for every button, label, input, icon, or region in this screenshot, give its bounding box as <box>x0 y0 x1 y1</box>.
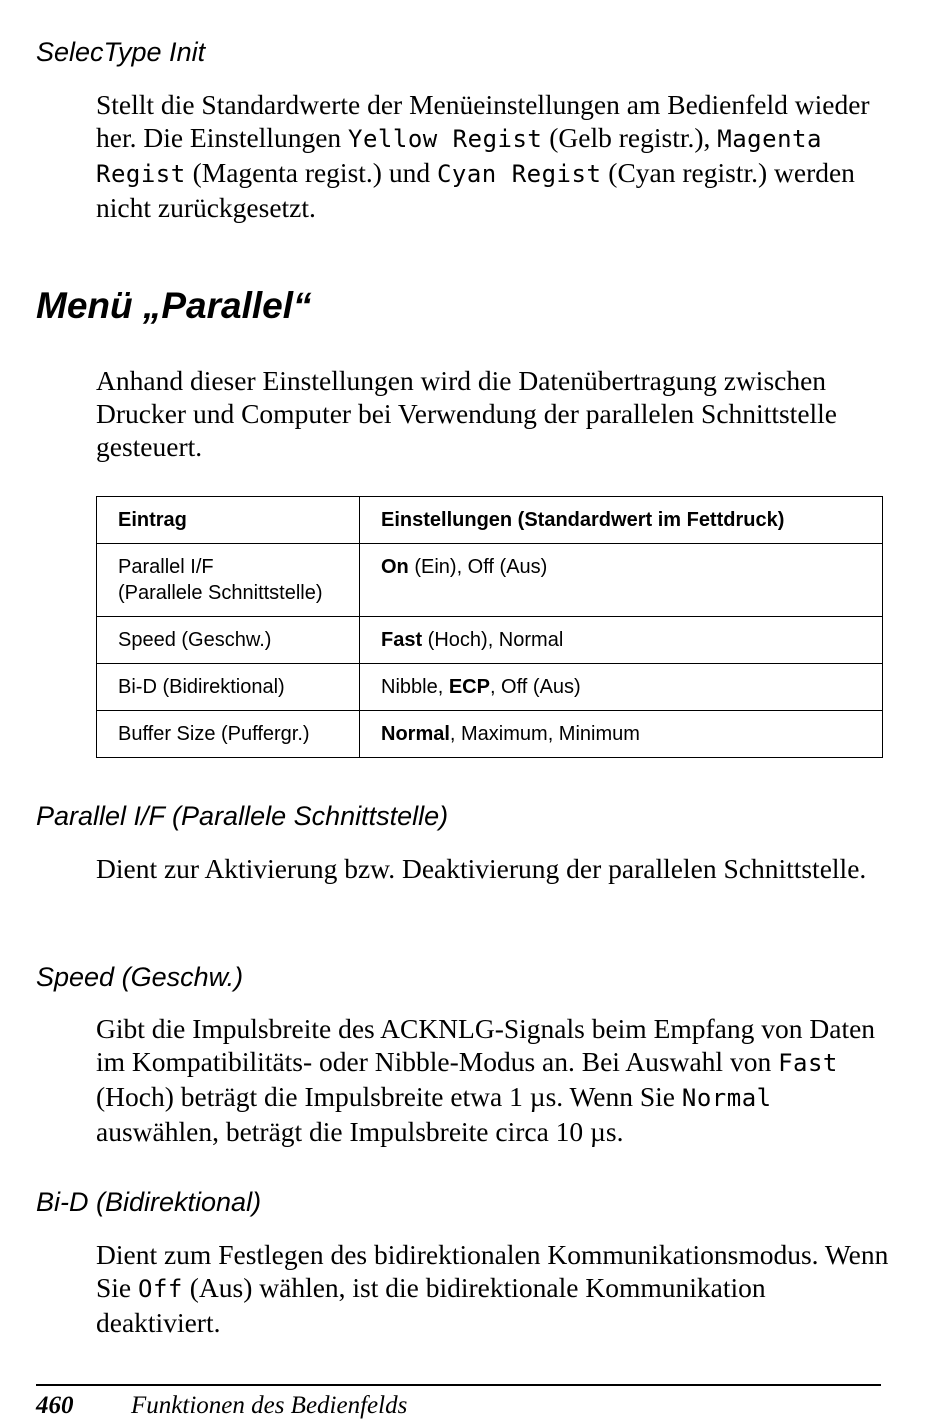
text-run: Dient zum Festlegen des bidirektionalen Kommunikationsmodus. Wenn Sie <box>96 1239 889 1303</box>
text-run: (Hoch) beträgt die Impulsbreite etwa 1 µs. Wenn Sie <box>96 1081 682 1112</box>
settings-text: Nibble, <box>381 676 449 698</box>
default-value: ECP <box>448 676 490 698</box>
table-cell-entry <box>97 544 360 617</box>
section-title-parallel-if: Parallel I/F (Parallele Schnittstelle) <box>36 801 449 831</box>
text-run: (Cyan registr.) werden nicht zurückgesetzt. <box>96 157 855 223</box>
default-value: Fast <box>381 629 423 651</box>
table-header-row <box>97 497 883 544</box>
text-run: (Gelb registr.), <box>542 122 718 153</box>
entry-name: Parallel I/F <box>118 556 214 578</box>
table-header-entry: Eintrag <box>97 497 360 544</box>
entry-translation: (Parallele Schnittstelle) <box>118 582 323 604</box>
panel-setting-normal: Normal <box>681 1084 772 1112</box>
parallel-if-description: Dient zur Aktivierung bzw. Deaktivierung der parallelen Schnittstelle. <box>96 853 867 884</box>
text-run: (Aus) wählen, ist die bidirektionale Kommunikation deaktiviert. <box>96 1272 766 1338</box>
panel-setting-magenta-regist: Magenta Regist <box>96 125 822 188</box>
bi-d-description <box>96 1238 896 1339</box>
table-header-settings: Einstellungen (Standardwert im Fettdruck) <box>360 497 883 544</box>
default-value: On <box>381 556 409 578</box>
panel-setting-yellow-regist: Yellow Regist <box>348 125 543 153</box>
footer-chapter-title: Funktionen des Bedienfelds <box>131 1392 408 1419</box>
table-row <box>97 617 883 664</box>
table-cell-entry: Bi-D (Bidirektional) <box>97 664 360 711</box>
panel-setting-off: Off <box>138 1275 183 1303</box>
table-cell-settings <box>360 664 883 711</box>
panel-setting-fast: Fast <box>778 1049 838 1077</box>
table-row <box>97 544 883 617</box>
panel-setting-cyan-regist: Cyan Regist <box>436 160 602 188</box>
settings-text: , Maximum, Minimum <box>449 723 640 745</box>
settings-text: (Ein), Off (Aus) <box>408 556 548 578</box>
section-title-speed: Speed (Geschw.) <box>36 962 244 992</box>
text-run: Gibt die Impulsbreite des ACKNLG-Signals beim Empfang von Daten im Kompatibilitäts- oder Nibble-Modus an. Bei Auswahl von <box>96 1013 876 1077</box>
section-title-selectype-init: SelecType Init <box>36 37 206 67</box>
selectype-init-description <box>96 88 896 224</box>
table-cell-settings <box>360 617 883 664</box>
text-run: Stellt die Standardwerte der Menüeinstellungen am Bedienfeld wieder her. Die Einstellungen <box>96 89 870 153</box>
settings-text: (Hoch), Normal <box>422 629 564 651</box>
text-run: (Magenta regist.) und <box>185 157 437 188</box>
section-title-bi-d: Bi-D (Bidirektional) <box>36 1187 262 1217</box>
footer-rule <box>36 1384 881 1386</box>
default-value: Normal <box>381 723 450 745</box>
text-run: auswählen, beträgt die Impulsbreite circa 10 µs. <box>96 1116 624 1147</box>
table-cell-entry: Speed (Geschw.) <box>97 617 360 664</box>
table-row <box>97 664 883 711</box>
table-cell-settings <box>360 711 883 758</box>
table-cell-entry: Buffer Size (Puffergr.) <box>97 711 360 758</box>
table-row <box>97 711 883 758</box>
settings-text: , Off (Aus) <box>489 676 581 698</box>
parallel-settings-table <box>96 496 883 758</box>
speed-description <box>96 1012 896 1148</box>
menu-parallel-intro: Anhand dieser Einstellungen wird die Datenübertragung zwischen Drucker und Computer bei Verwendung der parallelen Schnittstelle gesteuert. <box>96 365 838 462</box>
menu-parallel-heading: Menü „Parallel“ <box>36 285 312 326</box>
page-number: 460 <box>36 1392 74 1419</box>
table-cell-settings <box>360 544 883 617</box>
